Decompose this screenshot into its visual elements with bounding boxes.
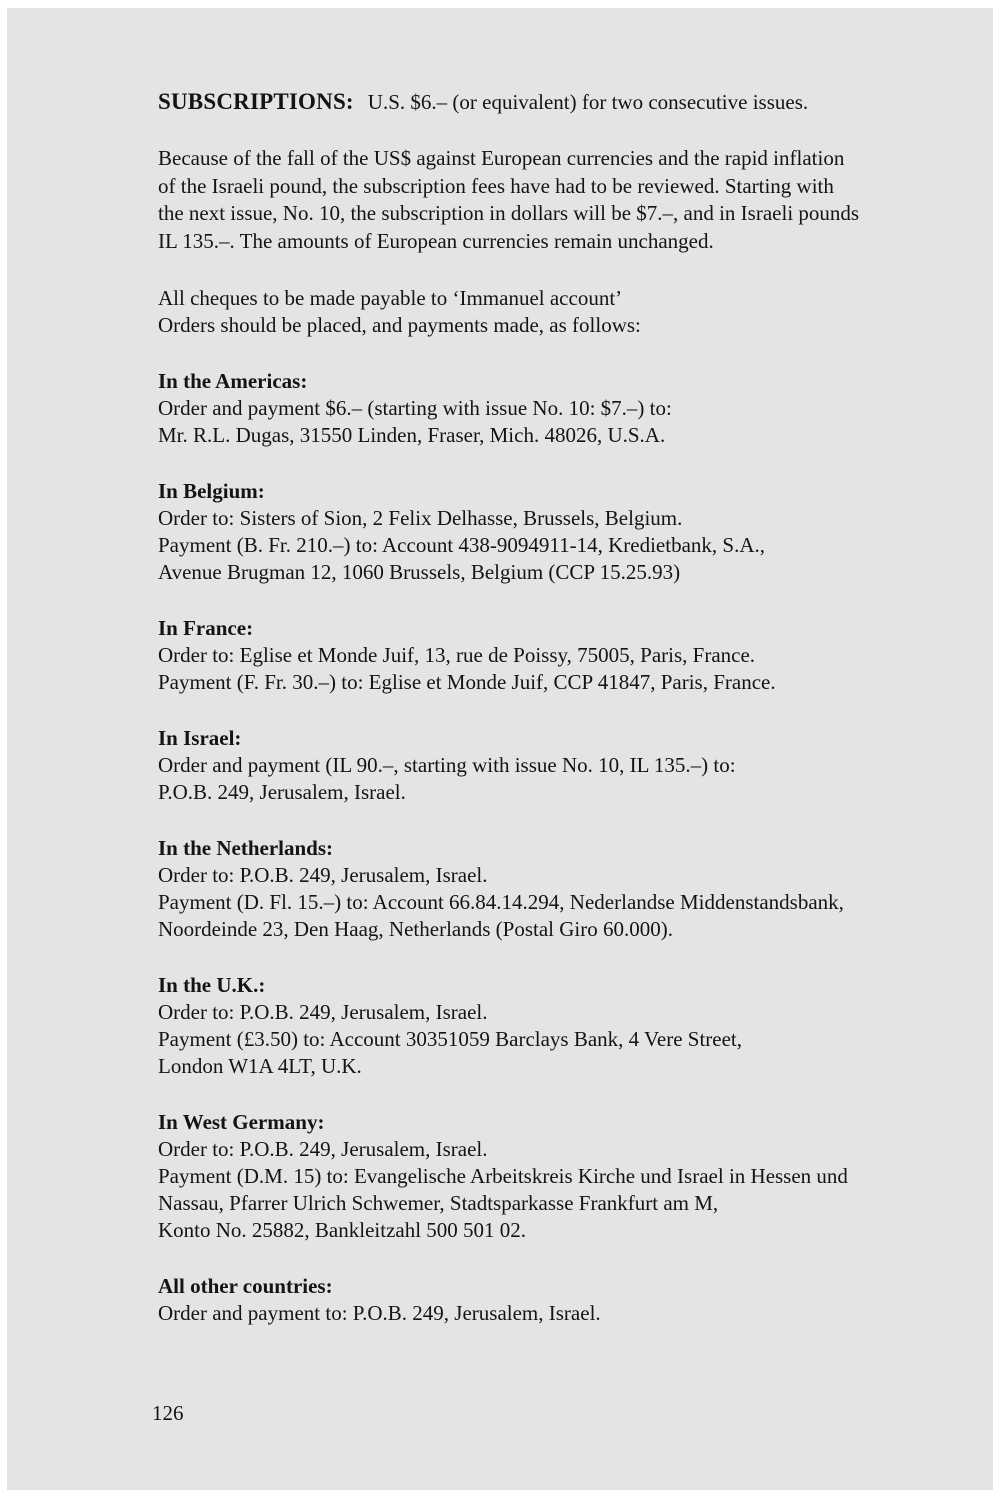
region-line: Noordeinde 23, Den Haag, Netherlands (Postal Giro 60.000). — [158, 917, 673, 941]
region-other-countries — [158, 1273, 958, 1327]
region-west-germany — [158, 1109, 958, 1244]
region-line: Order to: P.O.B. 249, Jerusalem, Israel. — [158, 1000, 488, 1024]
region-line: Avenue Brugman 12, 1060 Brussels, Belgium (CCP 15.25.93) — [158, 560, 681, 584]
region-line: Konto No. 25882, Bankleitzahl 500 501 02. — [158, 1218, 527, 1242]
region-line: Order to: P.O.B. 249, Jerusalem, Israel. — [158, 863, 488, 887]
region-france — [158, 615, 958, 696]
region-line: Order to: Sisters of Sion, 2 Felix Delhasse, Brussels, Belgium. — [158, 506, 683, 530]
paragraph-line: of the Israeli pound, the subscription fees have had to be reviewed. Starting with — [158, 173, 834, 198]
region-israel — [158, 725, 958, 806]
region-line: P.O.B. 249, Jerusalem, Israel. — [158, 780, 406, 804]
region-netherlands — [158, 835, 958, 943]
region-line: Payment (D.M. 15) to: Evangelische Arbeitskreis Kirche und Israel in Hessen und — [158, 1164, 848, 1188]
page-content — [158, 88, 958, 1327]
paragraph-line: Orders should be placed, and payments made, as follows: — [158, 313, 641, 337]
page-number: 126 — [152, 1401, 184, 1425]
region-line: Mr. R.L. Dugas, 31550 Linden, Fraser, Mich. 48026, U.S.A. — [158, 423, 666, 447]
subscriptions-heading — [158, 88, 958, 116]
region-title: In Belgium: — [158, 479, 265, 503]
region-line: Payment (£3.50) to: Account 30351059 Barclays Bank, 4 Vere Street, — [158, 1027, 743, 1051]
region-title: In Israel: — [158, 726, 242, 750]
payment-instructions — [158, 285, 958, 339]
paragraph-line: Because of the fall of the US$ against European currencies and the rapid inflation — [158, 146, 845, 170]
region-line: Order and payment (IL 90.–, starting with issue No. 10, IL 135.–) to: — [158, 753, 736, 777]
region-line: Order and payment $6.– (starting with issue No. 10: $7.–) to: — [158, 396, 672, 420]
region-title: In France: — [158, 616, 254, 640]
region-line: London W1A 4LT, U.K. — [158, 1054, 362, 1078]
region-belgium — [158, 478, 958, 586]
region-line: Order and payment to: P.O.B. 249, Jerusalem, Israel. — [158, 1301, 601, 1325]
subscriptions-rate: U.S. $6.– (or equivalent) for two consecutive issues. — [367, 90, 809, 114]
region-line: Payment (D. Fl. 15.–) to: Account 66.84.14.294, Nederlandse Middenstandsbank, — [158, 890, 844, 914]
document-page — [7, 8, 993, 1490]
paragraph-line: All cheques to be made payable to ‘Immanuel account’ — [158, 286, 623, 310]
paragraph-line: the next issue, No. 10, the subscription in dollars will be $7.–, and in Israeli pounds — [158, 201, 860, 225]
region-title: All other countries: — [158, 1274, 333, 1298]
region-line: Order to: Eglise et Monde Juif, 13, rue de Poissy, 75005, Paris, France. — [158, 643, 756, 667]
region-line: Payment (F. Fr. 30.–) to: Eglise et Monde Juif, CCP 41847, Paris, France. — [158, 670, 776, 694]
region-line: Nassau, Pfarrer Ulrich Schwemer, Stadtsparkasse Frankfurt am M, — [158, 1191, 719, 1215]
region-title: In West Germany: — [158, 1110, 325, 1134]
subscriptions-label: SUBSCRIPTIONS: — [158, 89, 354, 114]
region-title: In the Netherlands: — [158, 836, 334, 860]
fee-change-paragraph — [158, 145, 958, 255]
paragraph-line: IL 135.–. The amounts of European currencies remain unchanged. — [158, 228, 714, 253]
region-americas — [158, 368, 958, 449]
region-line: Order to: P.O.B. 249, Jerusalem, Israel. — [158, 1137, 488, 1161]
region-title: In the Americas: — [158, 369, 308, 393]
region-line: Payment (B. Fr. 210.–) to: Account 438-9094911-14, Kredietbank, S.A., — [158, 533, 765, 557]
region-title: In the U.K.: — [158, 973, 266, 997]
region-uk — [158, 972, 958, 1080]
